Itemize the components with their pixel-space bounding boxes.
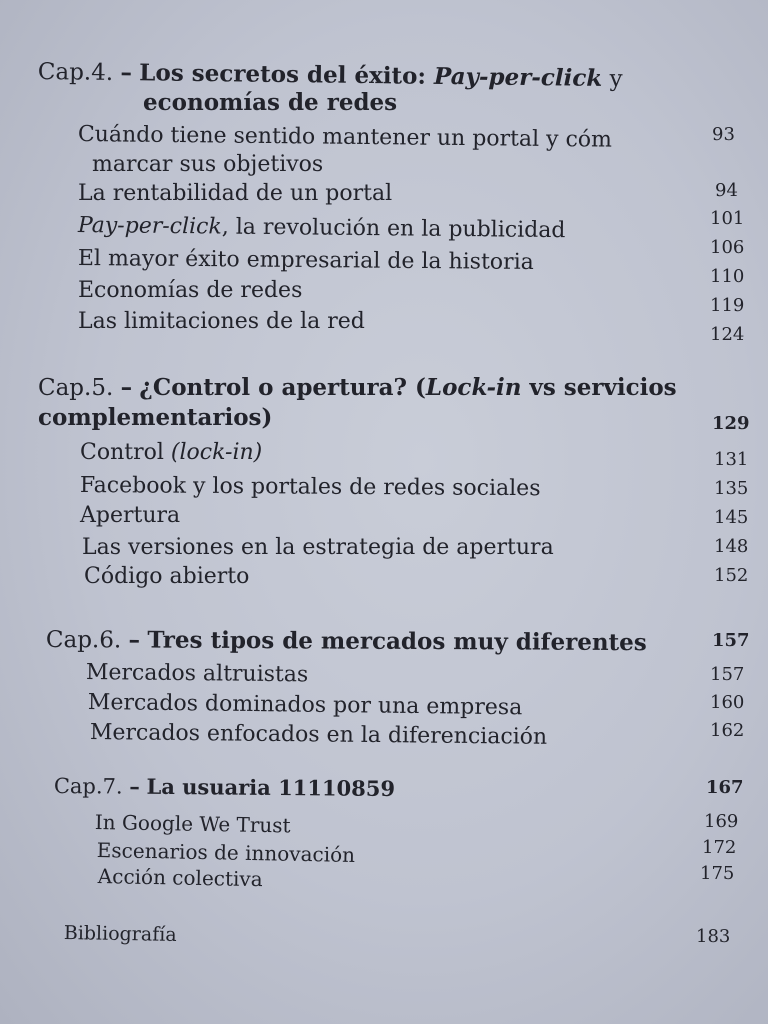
- chapter-4-entry-1b: marcar sus objetivos: [92, 152, 324, 177]
- bibliography-label: Bibliografía: [63, 922, 177, 946]
- chapter-7-dash: –: [129, 773, 140, 799]
- chapter-4-heading-line2: economías de redes: [143, 89, 398, 116]
- bibliography-page: 183: [696, 926, 731, 947]
- chapter-7-entry-3-page: 175: [700, 863, 735, 884]
- chapter-5-entry-1-italic: (lock-in): [170, 440, 263, 465]
- chapter-4-entry-5: Economías de redes: [78, 278, 303, 303]
- chapter-7-heading: [54, 775, 395, 800]
- chapter-5-entry-3-page: 145: [714, 507, 749, 528]
- chapter-5-dash: –: [120, 374, 133, 401]
- chapter-4-entry-1a: Cuándo tiene sentido mantener un portal y cóm: [77, 122, 613, 153]
- chapter-4-entry-3: [78, 215, 566, 242]
- chapter-5-title-b: Lock-in: [425, 374, 522, 401]
- chapter-7-entry-1: In Google We Trust: [94, 810, 291, 838]
- chapter-4-entry-7-page: 124: [710, 324, 745, 345]
- chapter-5-heading-line1: [38, 376, 677, 400]
- chapter-4-dash: –: [120, 59, 133, 87]
- chapter-5-entry-4-page: 148: [714, 536, 749, 557]
- chapter-6-entry-1-page: 157: [710, 664, 745, 685]
- chapter-5-entry-1-text: Control: [80, 440, 171, 465]
- chapter-6-title: Tres tipos de mercados muy diferentes: [147, 626, 647, 657]
- chapter-5-entry-1-page: 131: [714, 449, 749, 470]
- chapter-4-entry-3-italic: Pay-per-click: [77, 213, 222, 240]
- chapter-5-entry-3: Apertura: [80, 503, 181, 528]
- chapter-5-label: Cap.5.: [38, 375, 114, 401]
- chapter-4-entry-4-page: 106: [710, 237, 745, 258]
- chapter-5-heading-line2: complementarios): [38, 404, 273, 431]
- chapter-5-entry-5-page: 152: [714, 565, 749, 586]
- chapter-7-entry-2-page: 172: [702, 837, 737, 858]
- chapter-4-title-c: y: [602, 65, 623, 93]
- chapter-5-entry-2: Facebook y los portales de redes sociales: [79, 473, 541, 502]
- chapter-4-entry-6-page: 119: [710, 295, 745, 316]
- chapter-4-entry-1-page: 93: [712, 124, 735, 145]
- chapter-7-entry-1-page: 169: [704, 811, 739, 832]
- chapter-4-entry-5-page: 110: [710, 266, 745, 287]
- chapter-5-entry-2-page: 135: [714, 478, 749, 499]
- chapter-5-entry-5: Código abierto: [84, 564, 250, 589]
- chapter-4-heading-line1: [38, 60, 623, 91]
- chapter-6-dash: –: [128, 626, 141, 654]
- chapter-4-entry-6: Las limitaciones de la red: [78, 309, 365, 334]
- chapter-4-entry-3-text: , la revolución en la publicidad: [221, 214, 566, 244]
- chapter-4-entry-2: La rentabilidad de un portal: [78, 181, 393, 206]
- chapter-4-entry-4: El mayor éxito empresarial de la historia: [77, 246, 534, 275]
- chapter-5-title-c: vs servicios: [521, 374, 677, 401]
- chapter-6-entry-2: Mercados dominados por una empresa: [87, 690, 523, 721]
- chapter-5-entry-4: Las versiones en la estrategia de apertura: [82, 535, 554, 560]
- chapter-7-page: 167: [706, 777, 744, 798]
- chapter-5-page: 129: [712, 413, 750, 434]
- chapter-5-title-a: ¿Control o apertura? (: [139, 374, 426, 401]
- chapter-6-heading: [46, 628, 647, 655]
- chapter-4-title-b: Pay-per-click: [433, 62, 603, 92]
- chapter-7-title: La usuaria 11110859: [146, 773, 396, 801]
- chapter-6-entry-3: Mercados enfocados en la diferenciación: [89, 720, 548, 750]
- chapter-4-label: Cap.4.: [37, 59, 114, 86]
- chapter-4-title-a: Los secretos del éxito:: [139, 59, 435, 90]
- chapter-4-entry-2-page: 94: [715, 180, 738, 201]
- chapter-6-entry-1: Mercados altruistas: [85, 660, 309, 688]
- chapter-5-entry-1: [80, 442, 262, 464]
- chapter-7-entry-3: Acción colectiva: [97, 864, 263, 892]
- chapter-7-entry-2: Escenarios de innovación: [96, 838, 356, 867]
- chapter-4-entry-3-page: 101: [710, 208, 745, 229]
- chapter-6-page: 157: [712, 630, 750, 651]
- chapter-6-entry-3-page: 162: [710, 720, 745, 741]
- chapter-7-label: Cap.7.: [53, 774, 123, 799]
- chapter-6-entry-2-page: 160: [710, 692, 745, 713]
- chapter-6-label: Cap.6.: [45, 627, 122, 654]
